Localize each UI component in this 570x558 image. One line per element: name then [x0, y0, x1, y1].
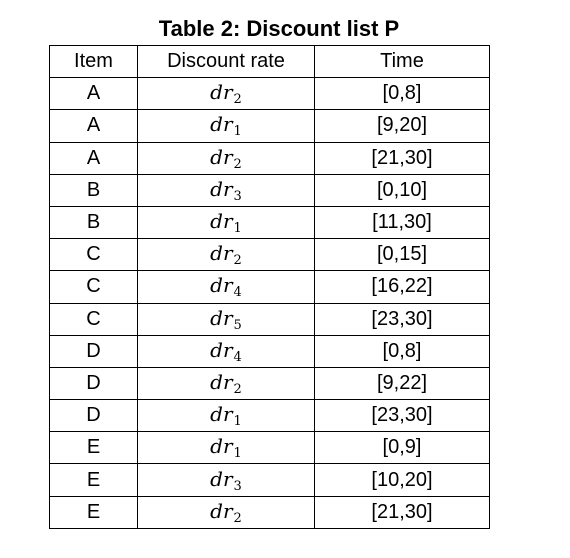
rate-variable: dr [210, 144, 233, 169]
header-discount-rate: Discount rate [138, 46, 315, 78]
rate-variable: dr [210, 241, 233, 266]
item-cell: C [50, 271, 138, 303]
rate-variable: dr [210, 434, 233, 459]
time-cell: [23,30] [315, 303, 490, 335]
item-cell: E [50, 432, 138, 464]
time-cell: [21,30] [315, 496, 490, 528]
table-row [50, 496, 490, 528]
rate-variable: dr [210, 80, 233, 105]
table-row [50, 110, 490, 142]
discount-rate-cell [138, 142, 315, 174]
item-cell: A [50, 110, 138, 142]
time-cell: [9,22] [315, 367, 490, 399]
rate-variable: dr [210, 305, 233, 330]
table-row [50, 239, 490, 271]
discount-rate-cell [138, 78, 315, 110]
item-cell: B [50, 206, 138, 238]
rate-subscript: 1 [233, 446, 242, 462]
table-body [50, 78, 490, 529]
discount-rate-cell [138, 464, 315, 496]
rate-subscript: 1 [233, 221, 242, 237]
time-cell: [0,9] [315, 432, 490, 464]
rate-subscript: 3 [233, 188, 242, 204]
table-row [50, 464, 490, 496]
item-cell: B [50, 174, 138, 206]
header-item: Item [50, 46, 138, 78]
item-cell: D [50, 400, 138, 432]
time-cell: [0,8] [315, 335, 490, 367]
discount-rate-cell [138, 303, 315, 335]
time-cell: [0,10] [315, 174, 490, 206]
item-cell: D [50, 367, 138, 399]
rate-subscript: 4 [233, 349, 242, 365]
discount-rate-cell [138, 110, 315, 142]
table-row [50, 335, 490, 367]
rate-subscript: 1 [233, 414, 242, 430]
rate-variable: dr [210, 466, 233, 491]
time-cell: [21,30] [315, 142, 490, 174]
discount-table [49, 45, 490, 529]
discount-rate-cell [138, 239, 315, 271]
rate-subscript: 2 [233, 253, 242, 269]
rate-subscript: 2 [233, 510, 242, 526]
rate-variable: dr [210, 402, 233, 427]
table-row [50, 432, 490, 464]
table-row [50, 142, 490, 174]
time-cell: [9,20] [315, 110, 490, 142]
discount-rate-cell [138, 206, 315, 238]
rate-variable: dr [210, 273, 233, 298]
discount-rate-cell [138, 367, 315, 399]
table-header-row [50, 46, 490, 78]
time-cell: [10,20] [315, 464, 490, 496]
discount-rate-cell [138, 335, 315, 367]
rate-subscript: 3 [233, 478, 242, 494]
discount-rate-cell [138, 496, 315, 528]
table-row [50, 78, 490, 110]
rate-variable: dr [210, 498, 233, 523]
item-cell: E [50, 464, 138, 496]
rate-subscript: 1 [233, 124, 242, 140]
table-row [50, 367, 490, 399]
item-cell: C [50, 239, 138, 271]
discount-rate-cell [138, 271, 315, 303]
rate-subscript: 2 [233, 92, 242, 108]
time-cell: [11,30] [315, 206, 490, 238]
discount-rate-cell [138, 174, 315, 206]
header-time: Time [315, 46, 490, 78]
table-caption: Table 2: Discount list P [158, 16, 400, 41]
table-row [50, 174, 490, 206]
rate-variable: dr [210, 369, 233, 394]
item-cell: E [50, 496, 138, 528]
item-cell: C [50, 303, 138, 335]
time-cell: [23,30] [315, 400, 490, 432]
item-cell: A [50, 78, 138, 110]
rate-subscript: 4 [233, 285, 242, 301]
time-cell: [0,8] [315, 78, 490, 110]
rate-variable: dr [210, 209, 233, 234]
item-cell: A [50, 142, 138, 174]
rate-variable: dr [210, 176, 233, 201]
table-row [50, 206, 490, 238]
table-row [50, 271, 490, 303]
rate-subscript: 5 [233, 317, 242, 333]
rate-subscript: 2 [233, 381, 242, 397]
discount-rate-cell [138, 400, 315, 432]
time-cell: [0,15] [315, 239, 490, 271]
item-cell: D [50, 335, 138, 367]
table-row [50, 303, 490, 335]
discount-rate-cell [138, 432, 315, 464]
table-row [50, 400, 490, 432]
rate-variable: dr [210, 337, 233, 362]
rate-variable: dr [210, 112, 233, 137]
rate-subscript: 2 [233, 156, 242, 172]
time-cell: [16,22] [315, 271, 490, 303]
